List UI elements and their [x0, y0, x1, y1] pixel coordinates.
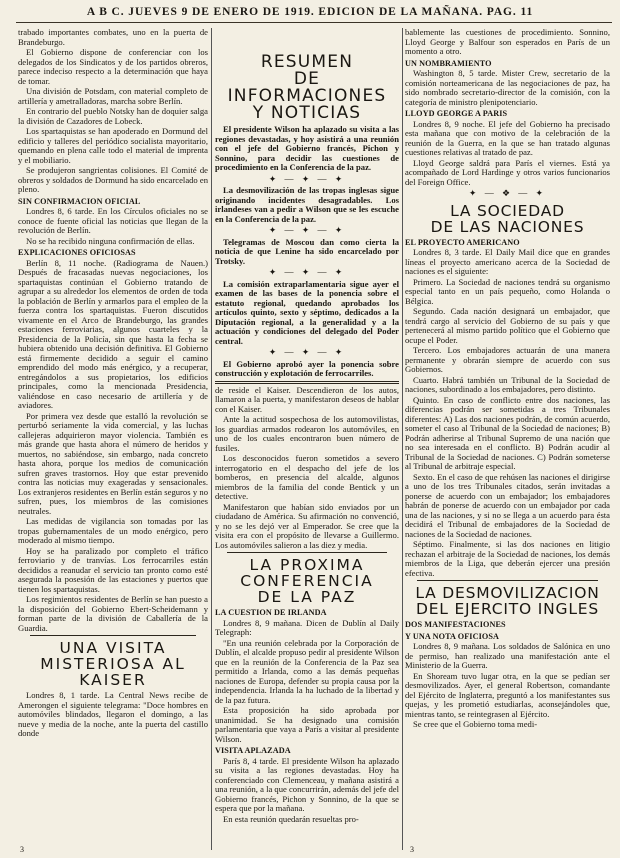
paragraph: Hoy se ha paralizado por completo el tráfico ferroviario y de tranvías. Los ferrocarriles están decididos a reanudar el servicio tan pronto como esté asegurada la posesión de las estaciones y puertos que tienen los spartaquistas.	[18, 545, 208, 594]
headline-line: LA SOCIEDAD	[450, 201, 565, 220]
paragraph: Manifestaron que habían sido enviados por un ciudadano de América. Su afirmación no convenció, y no se les dejó ver al Emperador. Se cree que la visita era con el propósito de llevarse a Guillermo. Los automóviles salieron a las diez y media.	[215, 501, 399, 550]
paragraph: Séptimo. Finalmente, si las dos naciones en litigio rechazan el arbitraje de la Sociedad de naciones, los demás miembros de la Liga, que deberán ejercer una presión efectiva.	[405, 539, 610, 578]
section-rule	[227, 552, 387, 553]
paragraph: Los regimientos residentes de Berlín se han puesto a la disposición del Gobierno Ebert-Scheidemann y forman parte de la división de Caballería de la Guardia.	[18, 594, 208, 633]
paragraph: Segundo. Cada nación designará un embajador, que tendrá cargo al servicio del Gobierno de su país y que pertenecerá al mismo partido político que el Gobierno que ocupe el Poder.	[405, 306, 610, 345]
subheading: Y UNA NOTA OFICIOSA	[405, 631, 500, 641]
paragraph: Los spartaquistas se han apoderado en Dormund del edificio y talleres del periódico socialista mayoritario, quemando en plena calle todo el material de imprenta y el mobiliario.	[18, 126, 208, 165]
subheading: VISITA APLAZADA	[215, 746, 291, 755]
footer-mark: 3	[410, 845, 414, 854]
subheading: LLOYD GEORGE A PARIS	[405, 109, 508, 118]
subheading: DOS MANIFESTACIONES	[405, 620, 506, 629]
paragraph: Washington 8, 5 tarde. Mister Crew, secretario de la comisión norteamericana de las negociaciones de paz, ha sido nombrado secretario-director de la comisión, con la categoría de ministro plenipotenciario.	[405, 68, 610, 107]
paragraph: Tercero. Los embajadores actuarán de una manera permanente y obrarán siempre de acuerdo con sus Gobiernos.	[405, 345, 610, 374]
headline-line: Y NOTICIAS	[252, 103, 362, 123]
paragraph: El Gobierno dispone de conferenciar con los delegados de los Sindicatos y de los partidos obreros, parece indeciso respecto a la determinación que haya de tomar.	[18, 47, 208, 86]
subheading: EXPLICACIONES OFICIOSAS	[18, 248, 136, 257]
headline-desmovilizacion	[405, 585, 610, 617]
headline-visita-misteriosa: UNA VISITA MISTERIOSA AL KAISER	[40, 639, 186, 689]
headline-line: LA PROXIMA	[249, 556, 365, 574]
paragraph: de reside el Kaiser. Descendieron de los autos, llamaron a la puerta, y manifestaron deseos de hablar con el Kaiser.	[215, 384, 399, 414]
paragraph: Londres 8, 9 mañana. Dicen de Dublín al Daily Telegraph:	[215, 617, 399, 637]
paragraph: Se produjeron sangrientas colisiones. El Comité de obreros y soldados de Dormund ha sido encarcelado en pleno.	[18, 165, 208, 194]
paragraph: Ante la actitud sospechosa de los automovilistas, los guardias armados rodearon los automóviles, en uno de los cuales encontraron buen número de fusiles.	[215, 414, 399, 453]
paragraph: Sexto. En el caso de que rehúsen las naciones el dirigirse a uno de los tres Tribunales citados, serán invitadas a ponerse de acuerdo con un embajador; los embajadores habrán de ponerse de acuerdo con un embajador por cada una de las naciones, y si no se llega a un acuerdo para ésta decidirá el Tribunal de embajadores de la Sociedad de naciones de la Sociedad de naciones.	[405, 471, 610, 539]
section-rule	[215, 381, 399, 384]
running-head: A B C. JUEVES 9 DE ENERO DE 1919. EDICION DE LA MAÑANA. PAG. 11	[86, 6, 534, 18]
column-divider-2	[402, 28, 403, 850]
summary-item: El Gobierno aprobó ayer la ponencia sobre construcción y explotación de ferrocarriles.	[215, 358, 399, 378]
ornament-divider: ✦ — ✦ — ✦	[268, 267, 346, 277]
column-divider-1	[211, 28, 212, 850]
ornament-divider: ✦ — ❖ — ✦	[468, 188, 547, 198]
paragraph: En esta reunión quedarán resueltas pro-	[223, 813, 359, 824]
summary-item: La comisión extraparlamentaria sigue ayer el examen de las bases de la ponencia sobre el estatuto regional, quedando aprobados los artículos quinto, sexto y séptimo, dedicados a la Diputación regional, a la generalidad y a la actuación y condiciones del delegado del Poder central.	[215, 278, 399, 346]
subheading: SIN CONFIRMACION OFICIAL	[18, 196, 141, 206]
paragraph: Cuarto. Habrá también un Tribunal de la Sociedad de naciones, subordinado a los embajadores, pero distinto.	[405, 374, 610, 394]
ornament-divider: ✦ — ✦ — ✦	[268, 347, 346, 357]
headline-proxima-conferencia	[215, 557, 399, 605]
paragraph: Se cree que el Gobierno toma medi-	[413, 719, 538, 729]
section-rule	[30, 635, 196, 636]
paragraph: Londres 8, 1 tarde. La Central News recibe de Amerongen el siguiente telegrama: "Doce hombres en automóviles blindados, llegaron el domingo, a las nueve y media de la noche, ante la puerta del castillo donde	[18, 690, 208, 738]
column-1	[18, 28, 208, 852]
paragraph: "En una reunión celebrada por la Corporación de Dublín, el alcalde propuso pedir al presidente Wilson que en la reunión de la Conferencia de la Paz sea permitido a Irlanda, como a las demás pequeñas naciones de Europa, defender su propia causa por la independencia. Irlanda la ha luchado de la libertad y de la paz futura.	[215, 637, 399, 705]
headline-line: DE LA PAZ	[257, 588, 357, 606]
paragraph: trabado importantes combates, uno en la puerta de Brandeburgo.	[18, 28, 208, 47]
subheading: UN NOMBRAMIENTO	[405, 58, 492, 68]
column-2	[215, 28, 399, 852]
headline-line: CONFERENCIA	[240, 572, 374, 590]
summary-item: La desmovilización de las tropas inglesas sigue originando incidentes desagradables. Los irlandeses van a pedir a Wilson que se les escuche en la Conferencia de la paz.	[215, 185, 399, 224]
summary-item: Telegramas de Moscou dan como cierta la noticia de que Lenine ha sido encarcelado por Trotsky.	[215, 236, 399, 266]
paragraph: bablemente las cuestiones de procedimiento. Sonnino, Lloyd George y Balfour son esperados en París de un momento a otro.	[405, 28, 610, 56]
paragraph: Londres 8, 3 tarde. El Daily Mail dice que en grandes líneas el proyecto americano acerca de la Sociedad de naciones es el siguiente:	[405, 247, 610, 276]
paragraph: Londres 8, 9 mañana. Los soldados de Salónica en uno de permiso, han realizado una manifestación ante el Ministerio de la Guerra.	[405, 641, 610, 670]
paragraph: Berlín 8, 11 noche. (Radiograma de Nauen.) Después de fracasadas nuevas negociaciones, los spartaquistas continúan el Gobierno tratando de agrupar a su alrededor los elementos de orden de toda la población de Berlín y armarlos para el empleo de la fuerza contra los spartaquistas. Fueron discutidos vivamente en el Arco de Brandeburgo, las grandes estaciones ferroviarias, algunos cuarteles y la Presidencia de la Policía, sin que hasta la fecha se hubiera obtenido una decisión definitiva. El Gobierno está firmemente decidido a seguir el camino emprendido del modo más enérgico, y a recuperar, entregándolos a sus propietarios, los edificios principales, como la mencionada Presidencia, valiéndose en caso necesario de artillería y de aviadores.	[18, 257, 208, 410]
headline-resumen	[215, 54, 399, 122]
paragraph: Esta proposición ha sido aprobada por unanimidad. Se ha designado una comisión parlamentaria que vaya a París a visitar al presidente Wilson.	[215, 705, 399, 744]
paragraph: París 8, 4 tarde. El presidente Wilson ha aplazado su visita a las regiones devastadas. Hoy ha conferenciado con Clemenceau, y mañana asistirá a una reunión, a la que concurrirán, además del jefe del Gobierno francés, Pichon y Sonnino, de la que se espera que por la mañana.	[215, 755, 399, 813]
subheading: EL PROYECTO AMERICANO	[405, 237, 520, 247]
paragraph: Por primera vez desde que estalló la revolución se perturbó seriamente la vida comercial, y las luchas callejeras adquirieron mayor violencia. También es más grande que hasta ahora el número de heridos y muertos, no sabiéndose, sin embargo, nada concreto hasta ahora, porque los medios de comunicación sufren graves trastornos. Hoy que estar prevenido contra las noticias muy exageradas y sensacionales. Los extranjeros residentes en Berlín están seguros y no sufren, pues, los miembros de las comisiones neutrales.	[18, 410, 208, 516]
headline-line: RESUMEN	[260, 52, 354, 72]
paragraph: Primero. La Sociedad de naciones tendrá su organismo especial tanto en un país pequeño, como Holanda o Bélgica.	[405, 276, 610, 306]
headline-line: DEL EJERCITO INGLES	[415, 600, 600, 618]
headline-line: DE INFORMACIONES	[227, 69, 387, 106]
paragraph: Lloyd George saldrá para París el viernes. Está ya acompañado de Lord Hardinge y otros varios funcionarios del Foreign Office.	[405, 157, 610, 187]
ornament-divider: ✦ — ✦ — ✦	[268, 225, 346, 235]
paragraph: Los desconocidos fueron sometidos a severo interrogatorio en el despacho del jefe de los bomberos, en presencia del alcalde, algunos miembros de la familia del conde Bentick y un detective.	[215, 453, 399, 501]
headline-line: LA DESMOVILIZACION	[415, 584, 600, 602]
paragraph: Londres 8, 6 tarde. En los Círculos oficiales no se conoce de fuente oficial las noticias que llegan de la revolución de Berlín.	[18, 206, 208, 235]
subheading: LA CUESTION DE IRLANDA	[215, 608, 327, 617]
paragraph: Quinto. En caso de conflicto entre dos naciones, las diferencias podrán ser sometidas a tres Tribunales diferentes: A) Las dos naciones podrán, de común acuerdo, someter el caso al Tribunal de la Sociedad de naciones; B) Podrán adherirse al Tribunal Supremo de una nación que no sea interesada en el conflicto. B) Podrán acudir al Tribunal de la Sociedad de naciones. C) Podrán someterse al Tribunal de arbitraje especial.	[405, 394, 610, 471]
paragraph: Londres 8, 9 noche. El jefe del Gobierno ha precisado esta mañana que con motivo de la celebración de la reunión de la Guerra, en la que se han tratado algunas cuestiones relativas al tratado de paz.	[405, 118, 610, 157]
headline-line: DE LAS NACIONES	[430, 217, 585, 236]
footer-mark: 3	[20, 845, 24, 854]
paragraph: Las medidas de vigilancia son tomadas por las tropas gubernamentales de un modo enérgico, pero moderado al mismo tiempo.	[18, 516, 208, 545]
paragraph: Una división de Potsdam, con material completo de artillería y ametralladoras, marcha sobre Berlín.	[18, 86, 208, 106]
paragraph: En Shoream tuvo lugar otra, en la que se pedían ser desmovilizados. Ayer, el general Robertson, comandante del Ejército de Inglaterra, preguntó a los manifestantes sus quejas, y les prometió estudiarlas, aconsejándoles que, mientras tanto, se reintegrasen al Ejército.	[405, 670, 610, 719]
ornament-divider: ✦ — ✦ — ✦	[268, 173, 346, 184]
headline-sociedad-naciones	[405, 203, 610, 235]
column-3	[405, 28, 610, 852]
paragraph: En contrario del pueblo Notsky han de doquier salga la división de Cazadores de Lobeck.	[18, 106, 208, 126]
header-rule	[16, 22, 612, 23]
section-rule	[417, 580, 598, 581]
paragraph: No se ha recibido ninguna confirmación de ellas.	[26, 235, 195, 246]
summary-item: El presidente Wilson ha aplazado su visita a las regiones devastadas, y hoy asistirá a una reunión con el jefe del Gobierno francés, Pichon y Sonnino, para decidir las cuestiones de procedimiento en la Conferencia de la paz.	[215, 124, 399, 172]
